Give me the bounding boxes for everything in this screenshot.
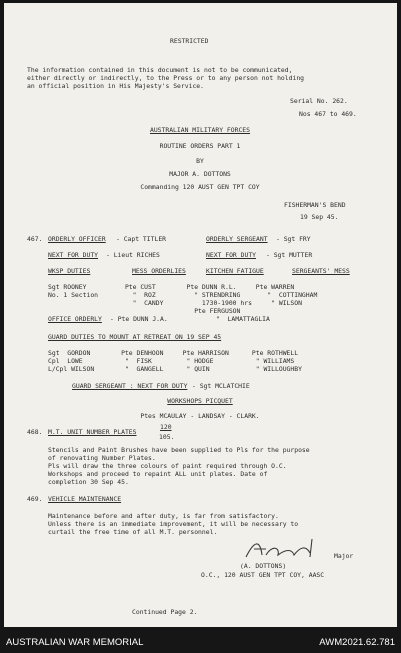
next-for-duty-sergeant-value: - Sgt MUTTER (266, 251, 313, 259)
by-line: BY (196, 157, 204, 165)
order-467-number: 467. (27, 235, 43, 243)
order-468-text: of renovating Number Plates. (48, 454, 156, 462)
major-name: MAJOR A. DOTTONS (169, 170, 231, 178)
order-468-heading: M.T. UNIT NUMBER PLATES (48, 428, 137, 436)
archive-name: AUSTRALIAN WAR MEMORIAL (6, 637, 144, 648)
kitchen-fatigue-heading: KITCHEN FATIGUE (206, 267, 264, 275)
order-469-text: Unless there is an immediate improvement, it will be necessary to (48, 520, 299, 528)
guard-sergeant-value: - Sgt MCLATCHIE (192, 382, 250, 390)
notice-line-1: The information contained in this document is not to be communicated, (27, 66, 293, 74)
order-468-text: Stencils and Paint Brushes have been supplied to Pls for the purpose (48, 446, 310, 454)
sergeants-mess-heading: SERGEANTS' MESS (292, 267, 350, 275)
serial-number: Serial No. 262. (290, 97, 348, 105)
mess-orderlies-heading: MESS ORDERLIES (132, 267, 186, 275)
order-469-text: curtail the free time of all M.T. personnel. (48, 528, 218, 536)
force-heading: AUSTRALIAN MILITARY FORCES (149, 126, 251, 134)
duty-roster-row: No. 1 Section " ROZ " STRENDRING " COTTINGHAM (48, 291, 318, 299)
orderly-sergeant-value: - Sgt FRY (276, 235, 311, 243)
duty-roster-row: Pte FERGUSON (48, 307, 241, 315)
classification: RESTRICTED (170, 37, 209, 45)
order-469-heading: VEHICLE MAINTENANCE (48, 495, 122, 503)
office-orderly-label: OFFICE ORDERLY (48, 315, 102, 323)
office-orderly-value: - Pte DUNN J.A. (110, 315, 168, 323)
commanding-line: Commanding 120 AUST GEN TPT COY (140, 183, 260, 191)
guard-row: L/Cpl WILSON " GANGELL " QUIN " WILLOUGHBY (48, 365, 302, 373)
next-for-duty-officer-label: NEXT FOR DUTY (48, 251, 99, 259)
order-468-text: completion 30 Sep 45. (48, 478, 129, 486)
signatory-rank: Major (334, 552, 354, 560)
workshops-picquet-names: Ptes MCAULAY - LANDSAY - CLARK. (140, 412, 260, 420)
document-page (4, 3, 397, 627)
handwritten-signature (240, 535, 330, 565)
kitchen-fatigue-extra: " LAMATTAGLIA (216, 315, 270, 323)
location: FISHERMAN'S BEND (284, 201, 346, 209)
archive-reference: AWM2021.62.781 (319, 637, 395, 648)
next-for-duty-sergeant-label: NEXT FOR DUTY (206, 251, 257, 259)
date: 19 Sep 45. (300, 213, 339, 221)
duty-roster-row: Sgt ROONEY Pte CUST Pte DUNN R.L. Pte WARREN (48, 283, 295, 291)
notice-line-3: an official position in His Majesty's Service. (27, 82, 204, 90)
guard-duties-heading: GUARD DUTIES TO MOUNT AT RETREAT ON 19 SEP 45 (48, 333, 222, 341)
signatory-title: O.C., 120 AUST GEN TPT COY, AASC (201, 571, 325, 579)
order-468-number: 468. (27, 428, 43, 436)
workshops-picquet-heading: WORKSHOPS PICQUET (167, 397, 233, 405)
order-468-text: Workshops and proceed to repaint ALL unit plates. Date of (48, 470, 268, 478)
orderly-officer-label: ORDERLY OFFICER (48, 235, 106, 243)
guard-sergeant-label: GUARD SERGEANT : NEXT FOR DUTY (72, 382, 188, 390)
wksp-duties-heading: WKSP DUTIES (48, 267, 91, 275)
archive-footer (0, 628, 401, 653)
orderly-sergeant-label: ORDERLY SERGEANT (206, 235, 268, 243)
duty-roster-row: " CANDY 1730-1900 hrs " WILSON (48, 299, 302, 307)
plate-fraction-top: 120 (160, 423, 172, 431)
order-469-number: 469. (27, 495, 43, 503)
guard-row: Sgt GORDON Pte DENHOON Pte HARRISON Pte ROTHWELL (48, 349, 299, 357)
orders-title: ROUTINE ORDERS PART 1 (159, 142, 241, 150)
plate-fraction-bottom: 105. (159, 433, 175, 441)
signatory-name: (A. DOTTONS) (240, 562, 287, 570)
order-468-text: Pls will draw the three colours of paint required through O.C. (48, 462, 287, 470)
next-for-duty-officer-value: - Lieut RICHES (106, 251, 160, 259)
continued-note: Continued Page 2. (132, 608, 198, 616)
guard-row: Cpl LOWE " FISK " HODGE " WILLIAMS (48, 357, 295, 365)
order-numbers: Nos 467 to 469. (299, 110, 357, 118)
orderly-officer-value: - Capt TITLER (116, 235, 167, 243)
order-469-text: Maintenance before and after duty, is far from satisfactory. (48, 512, 279, 520)
notice-line-2: either directly or indirectly, to the Press or to any person not holding (27, 74, 305, 82)
